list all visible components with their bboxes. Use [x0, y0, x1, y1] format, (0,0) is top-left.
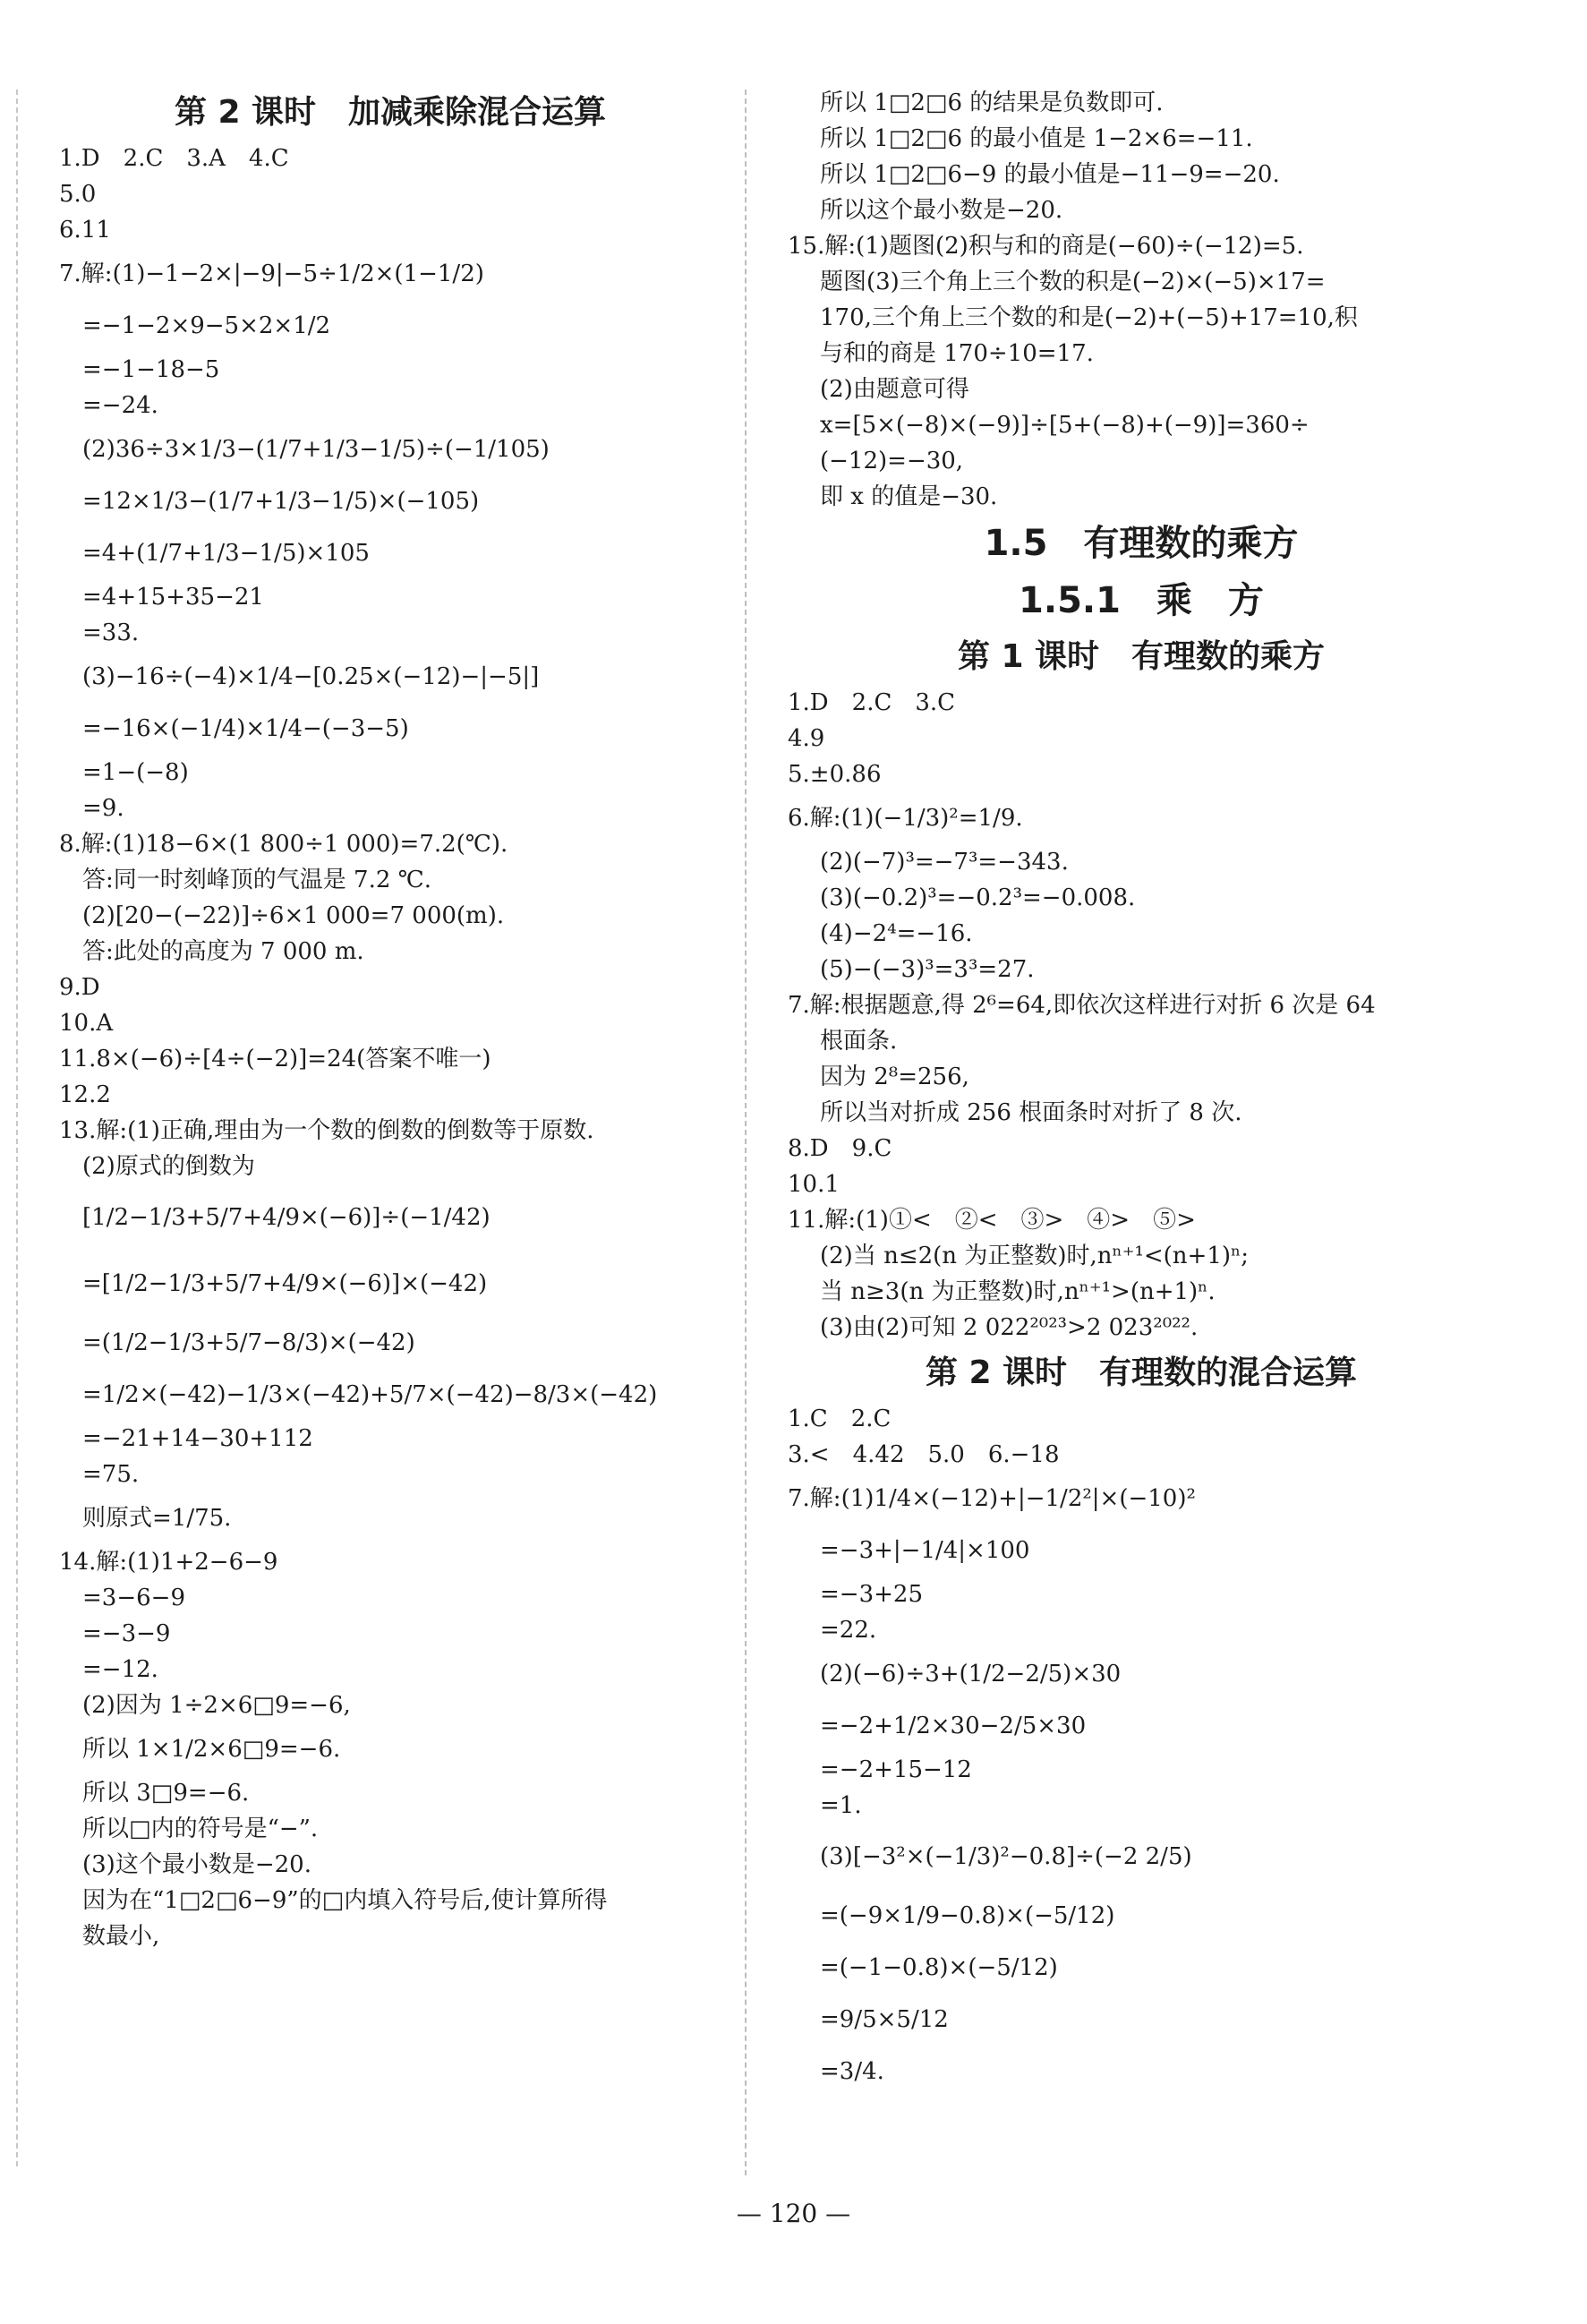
- left-line: =1−(−8): [82, 759, 189, 786]
- right-line: 所以 1□2□6−9 的最小值是−11−9=−20.: [820, 161, 1280, 188]
- right-chapter-heading: 1.5.1 乘 方: [1019, 580, 1264, 621]
- right-line: 3.< 4.42 5.0 6.−18: [788, 1441, 1060, 1468]
- left-line: =75.: [82, 1461, 140, 1488]
- left-line: =−1−2×9−5×2×1/2: [82, 312, 331, 339]
- left-line: 1.D 2.C 3.A 4.C: [59, 145, 289, 172]
- left-line: =−16×(−1/4)×1/4−(−3−5): [82, 715, 409, 742]
- left-line: =−12.: [82, 1656, 158, 1683]
- right-line: =(−1−0.8)×(−5/12): [820, 1954, 1058, 1981]
- right-line: (3)(−0.2)³=−0.2³=−0.008.: [820, 884, 1136, 911]
- left-line: 答:同一时刻峰顶的气温是 7.2 ℃.: [82, 867, 431, 893]
- right-line: 题图(3)三个角上三个数的积是(−2)×(−5)×17=: [820, 269, 1326, 295]
- column-divider: [745, 90, 747, 2175]
- right-line: 与和的商是 170÷10=17.: [820, 340, 1094, 367]
- left-line: 5.0: [59, 181, 97, 208]
- right-line: (4)−2⁴=−16.: [820, 920, 973, 947]
- right-line: 所以当对折成 256 根面条时对折了 8 次.: [820, 1099, 1242, 1126]
- right-line: 1.C 2.C: [788, 1406, 892, 1432]
- left-line: =3−6−9: [82, 1585, 185, 1611]
- left-line: 14.解:(1)1+2−6−9: [59, 1549, 278, 1576]
- right-line: 7.解:根据题意,得 2⁶=64,即依次这样进行对折 6 次是 64: [788, 992, 1376, 1019]
- left-line: =[1/2−1/3+5/7+4/9×(−6)]×(−42): [82, 1270, 488, 1297]
- left-line: 10.A: [59, 1010, 114, 1037]
- right-column: [788, 85, 1495, 2098]
- left-line: 6.11: [59, 217, 111, 244]
- left-line: 13.解:(1)正确,理由为一个数的倒数的倒数等于原数.: [59, 1117, 594, 1144]
- right-line: (2)(−7)³=−7³=−343.: [820, 849, 1069, 876]
- left-line: 9.D: [59, 974, 100, 1001]
- left-line: [1/2−1/3+5/7+4/9×(−6)]÷(−1/42): [82, 1204, 491, 1231]
- left-line: (2)原式的倒数为: [82, 1153, 255, 1180]
- left-line: 12.2: [59, 1081, 111, 1108]
- right-line: 所以 1□2□6 的结果是负数即可.: [820, 90, 1164, 116]
- right-line: =−2+15−12: [820, 1756, 972, 1783]
- right-line: (2)(−6)÷3+(1/2−2/5)×30: [820, 1661, 1122, 1687]
- left-line: =33.: [82, 619, 140, 646]
- right-line: 170,三个角上三个数的和是(−2)+(−5)+17=10,积: [820, 304, 1358, 331]
- right-line: (2)由题意可得: [820, 376, 969, 403]
- left-line: (2)[20−(−22)]÷6×1 000=7 000(m).: [82, 902, 505, 929]
- right-line: 5.±0.86: [788, 761, 882, 788]
- left-line: 所以 1×1/2×6□9=−6.: [82, 1736, 341, 1763]
- right-line: =9/5×5/12: [820, 2006, 949, 2033]
- right-line: 6.解:(1)(−1/3)²=1/9.: [788, 805, 1023, 832]
- right-line: =−3+25: [820, 1581, 923, 1608]
- right-line: =(−9×1/9−0.8)×(−5/12): [820, 1902, 1115, 1929]
- right-line: (−12)=−30,: [820, 448, 964, 474]
- left-line: =1/2×(−42)−1/3×(−42)+5/7×(−42)−8/3×(−42): [82, 1381, 658, 1408]
- right-line: =1.: [820, 1792, 862, 1819]
- left-section-heading: 第 2 课时 加减乘除混合运算: [174, 94, 607, 131]
- left-line: =−1−18−5: [82, 356, 220, 383]
- left-line: 答:此处的高度为 7 000 m.: [82, 938, 364, 965]
- left-line: 所以□内的符号是“−”.: [82, 1816, 319, 1842]
- right-section-heading: 第 1 课时 有理数的乘方: [957, 638, 1326, 675]
- left-line: =4+(1/7+1/3−1/5)×105: [82, 540, 370, 567]
- left-line: 8.解:(1)18−6×(1 800÷1 000)=7.2(℃).: [59, 831, 508, 858]
- left-line: =−24.: [82, 392, 158, 419]
- right-line: 当 n≥3(n 为正整数)时,nⁿ⁺¹>(n+1)ⁿ.: [820, 1278, 1216, 1305]
- right-line: 15.解:(1)题图(2)积与和的商是(−60)÷(−12)=5.: [788, 233, 1304, 260]
- right-line: 所以这个最小数是−20.: [820, 197, 1063, 224]
- right-line: 11.解:(1)①< ②< ③> ④> ⑤>: [788, 1207, 1196, 1234]
- right-line: 根面条.: [820, 1028, 898, 1055]
- right-line: (2)当 n≤2(n 为正整数)时,nⁿ⁺¹<(n+1)ⁿ;: [820, 1243, 1250, 1269]
- left-line: 所以 3□9=−6.: [82, 1780, 250, 1807]
- left-line: (3)−16÷(−4)×1/4−[0.25×(−12)−|−5|]: [82, 663, 540, 690]
- right-line: =−2+1/2×30−2/5×30: [820, 1713, 1087, 1739]
- right-line: =−3+|−1/4|×100: [820, 1537, 1030, 1564]
- left-line: (3)这个最小数是−20.: [82, 1851, 311, 1878]
- right-line: 所以 1□2□6 的最小值是 1−2×6=−11.: [820, 125, 1253, 152]
- right-line: (3)由(2)可知 2 022²⁰²³>2 023²⁰²².: [820, 1314, 1199, 1341]
- right-line: 7.解:(1)1/4×(−12)+|−1/2²|×(−10)²: [788, 1485, 1196, 1512]
- right-section-heading: 第 2 课时 有理数的混合运算: [925, 1354, 1358, 1391]
- right-line: =22.: [820, 1617, 877, 1644]
- right-line: 8.D 9.C: [788, 1135, 892, 1162]
- right-line: =3/4.: [820, 2058, 884, 2085]
- left-line: (2)因为 1÷2×6□9=−6,: [82, 1692, 351, 1719]
- left-line: =12×1/3−(1/7+1/3−1/5)×(−105): [82, 488, 480, 515]
- right-line: 因为 2⁸=256,: [820, 1064, 969, 1090]
- right-line: 即 x 的值是−30.: [820, 483, 998, 510]
- page-number: — 120 —: [736, 2199, 851, 2228]
- left-line: 因为在“1□2□6−9”的□内填入符号后,使计算所得: [82, 1887, 608, 1914]
- left-line: 数最小,: [82, 1923, 160, 1950]
- left-line: =−21+14−30+112: [82, 1425, 313, 1452]
- left-line: 11.8×(−6)÷[4÷(−2)]=24(答案不唯一): [59, 1046, 491, 1072]
- right-line: (3)[−3²×(−1/3)²−0.8]÷(−2 2/5): [820, 1843, 1192, 1870]
- right-line: 10.1: [788, 1171, 840, 1198]
- right-line: 1.D 2.C 3.C: [788, 689, 956, 716]
- right-chapter-heading: 1.5 有理数的乘方: [984, 523, 1299, 564]
- left-line: =−3−9: [82, 1620, 171, 1647]
- right-line: (5)−(−3)³=3³=27.: [820, 956, 1035, 983]
- page-margin-rule: [16, 90, 18, 2166]
- left-line: 7.解:(1)−1−2×|−9|−5÷1/2×(1−1/2): [59, 261, 484, 287]
- right-line: x=[5×(−8)×(−9)]÷[5+(−8)+(−9)]=360÷: [820, 412, 1310, 439]
- left-column: [59, 85, 721, 1954]
- left-line: 则原式=1/75.: [82, 1505, 232, 1532]
- left-line: =9.: [82, 795, 124, 822]
- left-line: (2)36÷3×1/3−(1/7+1/3−1/5)÷(−1/105): [82, 436, 550, 463]
- left-line: =4+15+35−21: [82, 584, 264, 611]
- right-line: 4.9: [788, 725, 825, 752]
- left-line: =(1/2−1/3+5/7−8/3)×(−42): [82, 1329, 415, 1356]
